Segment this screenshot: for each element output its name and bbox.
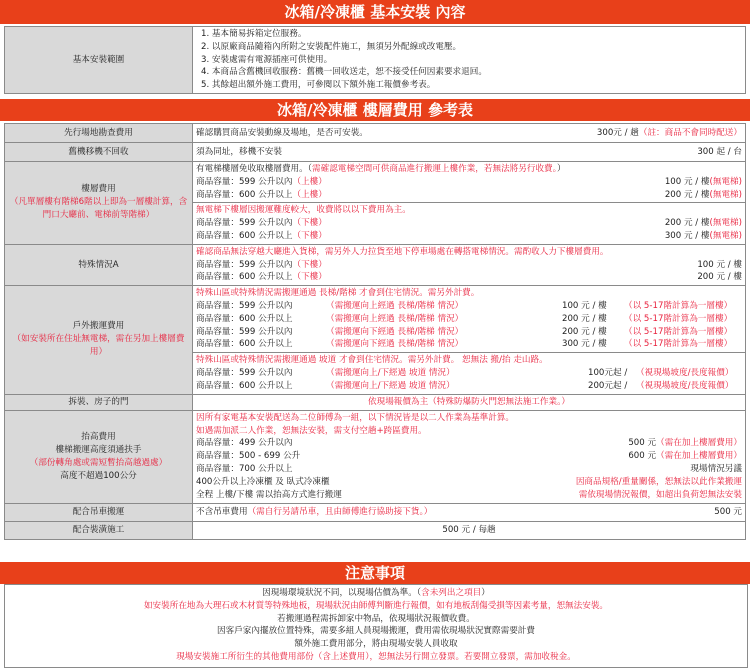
special-a-row: 商品容量：599 公升以內（下樓） 100 元 / 樓 <box>196 259 742 270</box>
lift-row: 商品容量：499 公升以內 500 元（需在加上樓層費用） <box>196 438 742 449</box>
floor-fee-banner: 冰箱/冷凍櫃 樓層費用 參考表 <box>0 99 750 121</box>
crane-desc: 不含吊車費用 <box>196 506 248 517</box>
floor-fee-sub: （凡單層樓有階梯6階以上即為一層樓計算，含門口大廳前、電梯前等階梯） <box>9 197 188 221</box>
site-survey-label: 先行場地勘查費用 <box>5 124 193 143</box>
door-desc: 依現場報價為主（特殊防爆防火門恕無法施工作業。） <box>193 394 746 410</box>
notice-line: 因現場環境狀況不同，以現場估價為準。（含未列出之項目） <box>262 588 490 598</box>
special-a-row: 商品容量：600 公升以上（下樓） 200 元 / 樓 <box>196 272 742 283</box>
lift-label: 抬高費用 <box>81 431 116 442</box>
notice-banner: 注意事項 <box>0 562 750 584</box>
site-survey-desc: 確認購買商品安裝動線及場地，是否可安裝。 <box>196 127 368 138</box>
outdoor-sub: （如安裝所在住址無電梯，需在另加上樓層費用） <box>12 334 185 358</box>
outdoor-label: 戶外搬運費用 <box>72 321 125 332</box>
lift-note-1: 因所有家電基本安裝配送為二位師傅為一組，以下情況皆是以二人作業為基準計算。 <box>196 412 514 423</box>
special-a-note: 確認商品無法穿越大廳進入貨梯，需另外人力拉貨至地下停車場處在轉搭電梯情況。需酌收人力下樓層費用。 <box>196 246 609 257</box>
notice-line: 因客戶家內擺放位置特殊，需要多組人員現場搬運，費用需依現場狀況實際需要計費 <box>217 626 535 637</box>
floor-row: 商品容量：600 公升以上（上樓） 200 元 / 樓(無電梯) <box>196 189 742 200</box>
site-survey-note: （註：商品不會同時配送） <box>638 127 742 138</box>
lift-label-2: 樓梯搬運高度須通扶手 <box>55 444 142 455</box>
lift-label-3: （部份轉角處或需短暫抬高越過處） <box>29 457 168 468</box>
basic-item: 4. 本商品含舊機回收服務：舊機一回收送走，恕不接受任何因素要求退回。 <box>201 67 487 78</box>
build-label: 配合裝潢施工 <box>5 521 193 539</box>
crane-price: 500 元 <box>714 506 742 517</box>
floor-row: 商品容量：599 公升以內（下樓） 200 元 / 樓(無電梯) <box>196 218 742 229</box>
lift-row: 400公升以上冷凍櫃 及 臥式冷凍櫃 因商品規格/重量關係，恕無法以此作業搬運 <box>196 476 742 487</box>
elevator-note-red: 需確認電梯空間可供商品進行搬運上樓作業，若無法將另行收費。 <box>312 164 557 174</box>
crane-note: （需自行另請吊車，且由師傅進行協助接下貨。） <box>247 506 433 517</box>
elevator-note-tail: ） <box>556 164 566 174</box>
notice-box <box>4 584 748 668</box>
outdoor-slope-note: 特殊山區或特殊情況需搬運通過 坡道 才會到住宅情況。需另外計費。 恕無法 搬/抬 走山路。 <box>196 355 548 366</box>
build-price: 500 元 / 每趟 <box>193 521 746 539</box>
basic-item: 5. 其餘超出額外施工費用，可參閱以下額外施工報價參考表。 <box>201 80 436 91</box>
outdoor-row: 商品容量：600 公升以上 （需搬運向上經過 長梯/階梯 情況） 200 元 / 樓 （以 5-17階計算為一層樓） <box>196 313 733 324</box>
lift-row: 全程 上樓/下樓 需以抬高方式進行搬運 需依現場情況報價，如超出負荷恕無法安裝 <box>196 489 742 500</box>
lift-label-4: 高度不超過100公分 <box>60 470 137 481</box>
notice-line: 若搬運過程需拆卸家中物品，依現場狀況報價收費。 <box>277 613 475 624</box>
outdoor-row: 商品容量：600 公升以上 （需搬運向下經過 長梯/階梯 情況） 300 元 / 樓 （以 5-17階計算為一層樓） <box>196 339 733 350</box>
lift-row: 商品容量：700 公升以上 現場情況另議 <box>196 463 742 474</box>
elevator-note-head: 有電梯樓層免收取樓層費用。（ <box>196 164 313 174</box>
floor-fee-table <box>4 123 746 540</box>
downstairs-note: 無電梯下樓層因搬運難度較大，收費將以以下費用為主。 <box>196 205 411 216</box>
basic-item: 3. 安裝處需有電源插座可供使用。 <box>201 54 333 65</box>
old-move-price: 300 起 / 台 <box>697 146 742 157</box>
outdoor-slope-row: 商品容量：600 公升以上 （需搬運向上/下經過 坡道 情況） 200元起 / （視現場坡度/長度報價） <box>196 380 734 391</box>
floor-row: 商品容量：599 公升以內（上樓） 100 元 / 樓(無電梯) <box>196 176 742 187</box>
crane-label: 配合吊車搬運 <box>5 503 193 521</box>
old-move-label: 舊機移機不回收 <box>5 143 193 162</box>
site-survey-price: 300元 / 趟 <box>596 127 639 138</box>
basic-scope-label: 基本安裝範圍 <box>5 27 193 94</box>
notice-line: 現場安裝施工所衍生的其他費用部份（含上述費用），恕無法另行開立發票。若要開立發票，需加收稅金。 <box>176 651 576 662</box>
basic-item: 1. 基本簡易拆箱定位服務。 <box>201 29 307 39</box>
special-a-label: 特殊情況A <box>5 244 193 285</box>
basic-install-table <box>4 26 746 94</box>
basic-item: 2. 以原廠商品隨箱內所附之安裝配件施工，無須另外配線或改電壓。 <box>201 41 462 52</box>
outdoor-row: 商品容量：599 公升以內 （需搬運向上經過 長梯/階梯 情況） 100 元 / 樓 （以 5-17階計算為一層樓） <box>196 300 733 311</box>
outdoor-stairs-note: 特殊山區或特殊情況需搬運通過 長梯/階梯 才會到住宅情況。需另外計費。 <box>196 288 480 299</box>
outdoor-row: 商品容量：599 公升以內 （需搬運向下經過 長梯/階梯 情況） 200 元 / 樓 （以 5-17階計算為一層樓） <box>196 326 733 337</box>
lift-note-2: 如遇需加派二人作業，恕無法安裝，需支付空趟+跨區費用。 <box>196 425 427 436</box>
floor-fee-label: 樓層費用 <box>81 184 116 195</box>
floor-row: 商品容量：600 公升以上（下樓） 300 元 / 樓(無電梯) <box>196 230 742 241</box>
old-move-desc: 須為同址，移機不安裝 <box>196 146 282 157</box>
basic-install-banner: 冰箱/冷凍櫃 基本安裝 內容 <box>0 0 750 24</box>
notice-line: 額外施工費用部分，將由現場安裝人員收取 <box>294 639 458 650</box>
outdoor-slope-row: 商品容量：599 公升以內 （需搬運向上/下經過 坡道 情況） 100元起 / （視現場坡度/長度報價） <box>196 367 734 378</box>
notice-line: 如安裝所在地為大理石或木材質等特殊地板，現場狀況由師傅判斷進行報價，如有地板刮傷受損等因素考量，恕無法安裝。 <box>143 600 609 611</box>
door-label: 拆裝、房子的門 <box>5 394 193 410</box>
lift-row: 商品容量：500 - 699 公升 600 元（需在加上樓層費用） <box>196 451 742 462</box>
